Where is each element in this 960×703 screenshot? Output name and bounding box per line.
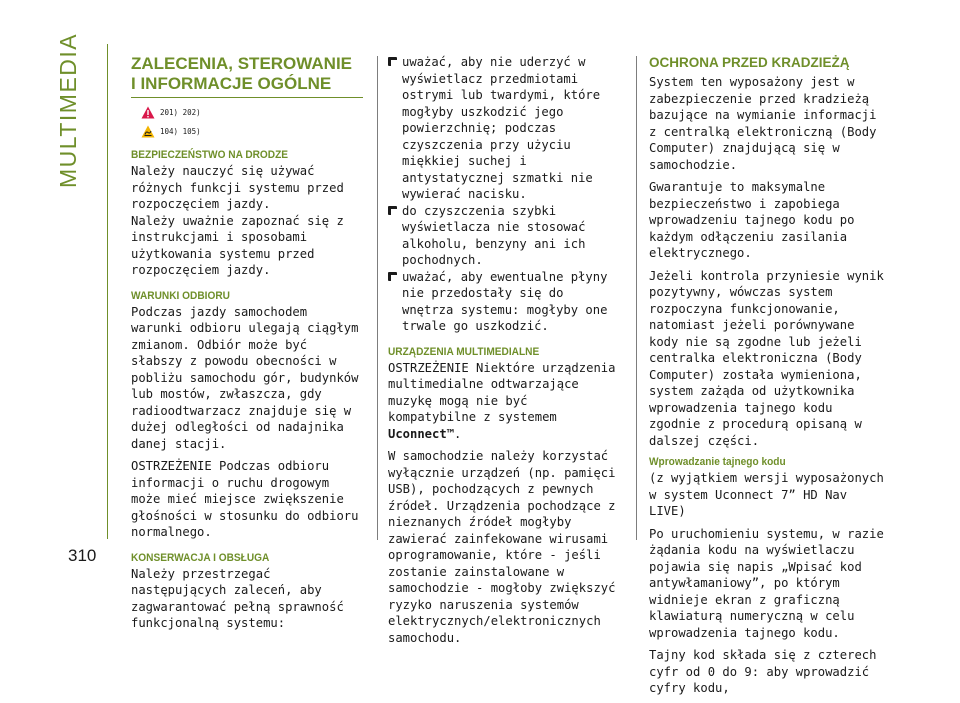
- heading-anti-theft: OCHRONA PRZED KRADZIEŻĄ: [649, 55, 850, 70]
- sidebar-divider: [107, 44, 108, 539]
- section-sidebar-label: MULTIMEDIA: [55, 32, 81, 188]
- paragraph-anti-theft-2: Gwarantuje to maksymalne bezpieczeństwo i zapobiega wprowadzeniu tajnego kodu po każdym odłączeniu zasilania elektrycznego.: [649, 180, 855, 260]
- heading-maintenance: KONSERWACJA I OBSŁUGA: [131, 551, 270, 564]
- paragraph-code-exception: (z wyjątkiem wersji wyposażonych w system Uconnect 7” HD Nav LIVE): [649, 471, 884, 518]
- list-item-text: do czyszczenia szybki wyświetlacza nie stosować alkoholu, benzyny ani ich pochodnych.: [402, 203, 586, 267]
- bullet-square-icon: [388, 203, 402, 269]
- paragraph-anti-theft-1: System ten wyposażony jest w zabezpieczenie przed kradzieżą bazujące na wymianie informacji z centralką elektroniczną (Body Computer) znajdującą się w samochodzie.: [649, 75, 877, 172]
- heading-reception: WARUNKI ODBIORU: [131, 289, 230, 302]
- brand-name: Uconnect™: [388, 426, 455, 441]
- column-1: [131, 54, 363, 638]
- caution-reference-row: [141, 125, 363, 138]
- warning-triangle-red-icon: [141, 106, 155, 119]
- heading-enter-code: Wprowadzanie tajnego kodu: [649, 456, 786, 468]
- section-title-line2: I INFORMACJE OGÓLNE: [131, 74, 332, 93]
- list-item-text: uważać, aby nie uderzyć w wyświetlacz przedmiotami ostrymi lub twardymi, które mogłyby uszkodzić jego powierzchnię; podczas czyszczenia przy użyciu miękkiej suchej i antystatycznej szmatki nie wywierać nacisku.: [402, 55, 601, 201]
- paragraph-usb-devices: W samochodzie należy korzystać wyłącznie urządzeń (np. pamięci USB), pochodzących z pewnych źródeł. Urządzenia pochodzące z nieznanych źródeł mogłyby zawierać zainfekowane wirusami oprogramowanie, które - jeśli zostanie zainstalowane w samochodzie - mogłoby zwiększyć ryzyko naruszenia systemów elektrycznych/elektronicznych samochodu.: [388, 449, 616, 645]
- column-divider-2: [636, 56, 637, 540]
- warning-reference-row: [141, 106, 363, 119]
- list-item: [388, 203, 620, 269]
- column-3: [649, 54, 889, 703]
- paragraph-anti-theft-3: Jeżeli kontrola przyniesie wynik pozytywny, wówczas system rozpoczyna funkcjonowanie, natomiast jeżeli porównywane kody nie są zgodne lub jeżeli centralka elektroniczna (Body Computer) została wymieniona, system zażąda od użytkownika wprowadzenia tajnego kodu zgodnie z procedurą opisaną w dalszej części.: [649, 268, 884, 448]
- column-divider-1: [377, 56, 378, 540]
- heading-road-safety: BEZPIECZEŃSTWO NA DRODZE: [131, 149, 289, 161]
- list-item-text: uważać, aby ewentualne płyny nie przedostały się do wnętrza systemu: mogłyby one trwale go uszkodzić.: [402, 269, 608, 333]
- warning-refs: 201) 202): [160, 107, 201, 117]
- paragraph-road-safety-1: Należy nauczyć się używać różnych funkcji systemu przed rozpoczęciem jazdy.: [131, 164, 344, 211]
- paragraph-code-digits: Tajny kod składa się z czterech cyfr od 0 do 9: aby wprowadzić cyfry kodu,: [649, 648, 877, 695]
- list-item: [388, 54, 620, 203]
- heading-multimedia-devices: URZĄDZENIA MULTIMEDIALNE: [388, 345, 540, 358]
- paragraph-road-safety-2: Należy uważnie zapoznać się z instrukcjami i sposobami użytkowania systemu przed rozpoczęciem jazdy.: [131, 213, 344, 277]
- page-number: 310: [68, 546, 97, 565]
- paragraph-code-prompt: Po uruchomieniu systemu, w razie żądania kodu na wyświetlaczu pojawia się napis „Wpisać kod antywłamaniowy”, po którym widnieje ekran z graficzną klawiaturą numeryczną w celu wprowadzenia tajnego kodu.: [649, 526, 884, 640]
- paragraph-traffic-warning: OSTRZEŻENIE Podczas odbioru informacji o ruchu drogowym może mieć miejsce zwiększenie głośności w stosunku do odbioru normalnego.: [131, 459, 359, 539]
- bullet-square-icon: [388, 269, 402, 335]
- column-2: [388, 54, 620, 652]
- caution-refs: 104) 105): [160, 126, 201, 136]
- bullet-square-icon: [388, 54, 402, 203]
- section-title-line1: ZALECENIA, STEROWANIE: [131, 54, 353, 73]
- paragraph-reception: Podczas jazdy samochodem warunki odbioru ulegają ciągłym zmianom. Odbiór może być słabszy z powodu obecności w pobliżu samochodu gór, budynków lub mostów, zwłaszcza, gdy radioodtwarzacz znajduje się w dużej odległości od nadajnika danej stacji.: [131, 304, 359, 451]
- caution-triangle-yellow-icon: [141, 125, 155, 138]
- paragraph-multimedia-compat: [388, 360, 620, 443]
- list-item: [388, 269, 620, 335]
- text-span: OSTRZEŻENIE Niektóre urządzenia multimedialne odtwarzające muzykę mogą nie być kompatybilne z systemem: [388, 360, 616, 424]
- text-span: .: [454, 426, 462, 441]
- section-title: [131, 54, 363, 98]
- paragraph-maintenance: Należy przestrzegać następujących zaleceń, aby zagwarantować pełną sprawność funkcjonalną systemu:: [131, 566, 344, 630]
